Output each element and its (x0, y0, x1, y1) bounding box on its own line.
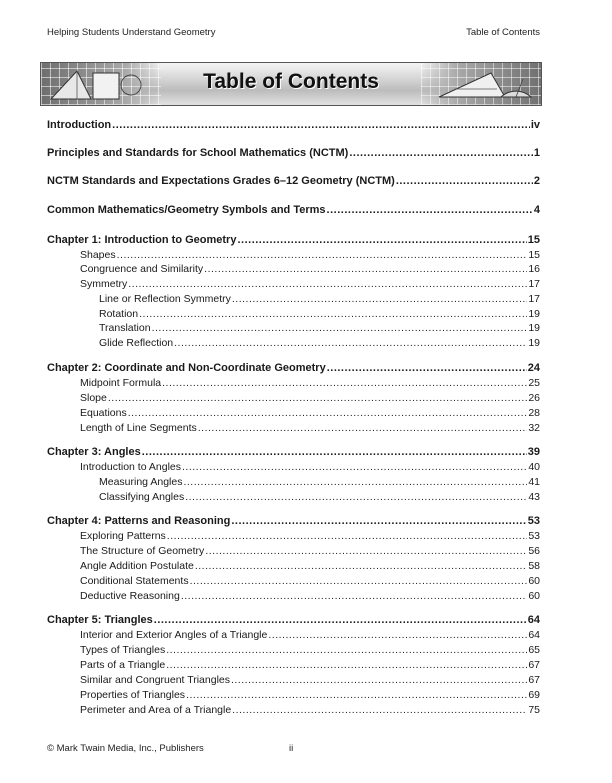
dot-leader (142, 446, 527, 458)
dot-leader (205, 545, 527, 557)
dot-leader (198, 422, 528, 434)
toc-entry-page: 60 (528, 575, 540, 587)
toc-entry (80, 545, 540, 557)
toc-entry-title: Principles and Standards for School Mathematics (NCTM) (47, 147, 349, 159)
toc-entry (80, 704, 540, 716)
toc-entry-page: 53 (528, 530, 540, 542)
dot-leader (195, 560, 527, 572)
toc-entry-section (47, 204, 540, 216)
dot-leader (174, 337, 527, 349)
dot-leader (128, 278, 527, 290)
toc-entry-page: 17 (528, 293, 540, 305)
toc-entry-page: 75 (528, 704, 540, 716)
toc-entry-page: 41 (528, 476, 540, 488)
toc-entry-title: Congruence and Similarity (80, 263, 204, 275)
dot-leader (108, 392, 527, 404)
toc-entry-page: 64 (527, 614, 540, 626)
toc-entry-page: 15 (528, 249, 540, 261)
toc-entry-title: Chapter 2: Coordinate and Non-Coordinate Geometry (47, 362, 326, 374)
toc-entry-page: 67 (528, 674, 540, 686)
toc-entry-page: 65 (528, 644, 540, 656)
toc-entry-page: 1 (533, 147, 540, 159)
toc-entry-title: Midpoint Formula (80, 377, 162, 389)
toc-entry-title: Line or Reflection Symmetry (99, 293, 231, 305)
dot-leader (349, 147, 533, 159)
toc-entry-title: Symmetry (80, 278, 128, 290)
toc-entry (80, 590, 540, 602)
toc-entry (80, 249, 540, 261)
toc-entry-title: Introduction (47, 119, 112, 131)
toc-entry (80, 278, 540, 290)
toc-entry-title: Exploring Patterns (80, 530, 166, 542)
toc-entry-page: 24 (527, 362, 540, 374)
toc-entry (80, 407, 540, 419)
running-header-left: Helping Students Understand Geometry (47, 27, 216, 38)
toc-entry-title: Chapter 4: Patterns and Reasoning (47, 515, 231, 527)
toc-entry-title: Rotation (99, 308, 139, 320)
toc-entry-section (47, 175, 540, 187)
dot-leader (182, 461, 527, 473)
toc-entry (80, 263, 540, 275)
toc-entry (99, 337, 540, 349)
toc-entry-title: Classifying Angles (99, 491, 185, 503)
toc-entry-title: Chapter 1: Introduction to Geometry (47, 234, 237, 246)
toc-entry (99, 322, 540, 334)
dot-leader (112, 119, 530, 131)
toc-entry-title: Chapter 3: Angles (47, 446, 141, 458)
dot-leader (327, 362, 527, 374)
toc-entry-page: 2 (533, 175, 540, 187)
toc-entry (80, 575, 540, 587)
toc-entry-page: 26 (528, 392, 540, 404)
toc-entry-page: 40 (528, 461, 540, 473)
dot-leader (231, 515, 526, 527)
dot-leader (117, 249, 528, 261)
toc-entry-title: Length of Line Segments (80, 422, 197, 434)
toc-entry (80, 674, 540, 686)
toc-entry (80, 689, 540, 701)
dot-leader (396, 175, 533, 187)
toc-entry-page: 58 (528, 560, 540, 572)
toc-entry-page: 56 (528, 545, 540, 557)
footer-publisher: © Mark Twain Media, Inc., Publishers (47, 743, 204, 754)
dot-leader (128, 407, 528, 419)
dot-leader (190, 575, 528, 587)
toc-entry-title: Translation (99, 322, 151, 334)
dot-leader (152, 322, 528, 334)
toc-entry-page: 32 (528, 422, 540, 434)
toc-entry-page: 4 (533, 204, 540, 216)
toc-entry-title: Interior and Exterior Angles of a Triangle (80, 629, 268, 641)
toc-entry-page: 43 (528, 491, 540, 503)
toc-entry-title: Perimeter and Area of a Triangle (80, 704, 232, 716)
toc-entry-page: 19 (528, 308, 540, 320)
toc-entry-page: 28 (528, 407, 540, 419)
toc-entry-title: Types of Triangles (80, 644, 166, 656)
title-banner (40, 62, 542, 106)
footer-page-number: ii (289, 743, 294, 754)
toc-entry (80, 422, 540, 434)
toc-entry (80, 560, 540, 572)
toc-entry (80, 377, 540, 389)
toc-entry-page: 39 (527, 446, 540, 458)
toc-entry-section (47, 119, 540, 131)
toc-entry-title: NCTM Standards and Expectations Grades 6–12 Geometry (NCTM) (47, 175, 395, 187)
toc-entry-page: 19 (528, 322, 540, 334)
toc-entry (80, 659, 540, 671)
dot-leader (232, 704, 527, 716)
toc-entry-section (47, 446, 540, 458)
toc-entry (80, 392, 540, 404)
toc-entry (99, 308, 540, 320)
toc-entry-section (47, 515, 540, 527)
dot-leader (185, 491, 527, 503)
toc-entry-page: 64 (528, 629, 540, 641)
dot-leader (167, 530, 528, 542)
toc-entry-title: Shapes (80, 249, 116, 261)
toc-entry-title: The Structure of Geometry (80, 545, 205, 557)
toc-entry-page: 67 (528, 659, 540, 671)
toc-entry-page: iv (530, 119, 540, 131)
toc-entry-page: 15 (527, 234, 540, 246)
toc-entry (99, 491, 540, 503)
toc-entry (99, 293, 540, 305)
toc-entry (80, 629, 540, 641)
toc-entry-title: Chapter 5: Triangles (47, 614, 153, 626)
toc-entry-title: Conditional Statements (80, 575, 189, 587)
dot-leader (268, 629, 527, 641)
dot-leader (231, 674, 527, 686)
toc-entry-page: 25 (528, 377, 540, 389)
dot-leader (139, 308, 527, 320)
toc-entry-section (47, 147, 540, 159)
toc-entry-title: Angle Addition Postulate (80, 560, 194, 572)
dot-leader (186, 689, 527, 701)
toc-entry-title: Introduction to Angles (80, 461, 181, 473)
dot-leader (181, 590, 528, 602)
dot-leader (232, 293, 527, 305)
toc-entry-title: Parts of a Triangle (80, 659, 166, 671)
toc-entry-title: Slope (80, 392, 107, 404)
running-header-right: Table of Contents (466, 27, 540, 38)
dot-leader (162, 377, 527, 389)
dot-leader (166, 659, 527, 671)
toc-entry-title: Deductive Reasoning (80, 590, 180, 602)
dot-leader (166, 644, 527, 656)
toc-entry (80, 530, 540, 542)
toc-entry-title: Similar and Congruent Triangles (80, 674, 230, 686)
toc-entry-section (47, 362, 540, 374)
toc-entry-title: Measuring Angles (99, 476, 183, 488)
toc-entry-section (47, 614, 540, 626)
dot-leader (183, 476, 527, 488)
toc-entry-title: Properties of Triangles (80, 689, 186, 701)
toc-entry-section (47, 234, 540, 246)
toc-entry-page: 53 (527, 515, 540, 527)
toc-entry-page: 16 (528, 263, 540, 275)
toc-entry-title: Common Mathematics/Geometry Symbols and Terms (47, 204, 326, 216)
toc-entry (80, 644, 540, 656)
dot-leader (154, 614, 527, 626)
dot-leader (327, 204, 533, 216)
toc-entry-page: 69 (528, 689, 540, 701)
toc-entry-title: Glide Reflection (99, 337, 174, 349)
page-title: Table of Contents (203, 70, 379, 93)
dot-leader (237, 234, 526, 246)
toc-entry-title: Equations (80, 407, 127, 419)
toc-entry-page: 60 (528, 590, 540, 602)
toc-entry (99, 476, 540, 488)
dot-leader (204, 263, 527, 275)
toc-entry-page: 19 (528, 337, 540, 349)
toc-entry-page: 17 (528, 278, 540, 290)
toc-entry (80, 461, 540, 473)
